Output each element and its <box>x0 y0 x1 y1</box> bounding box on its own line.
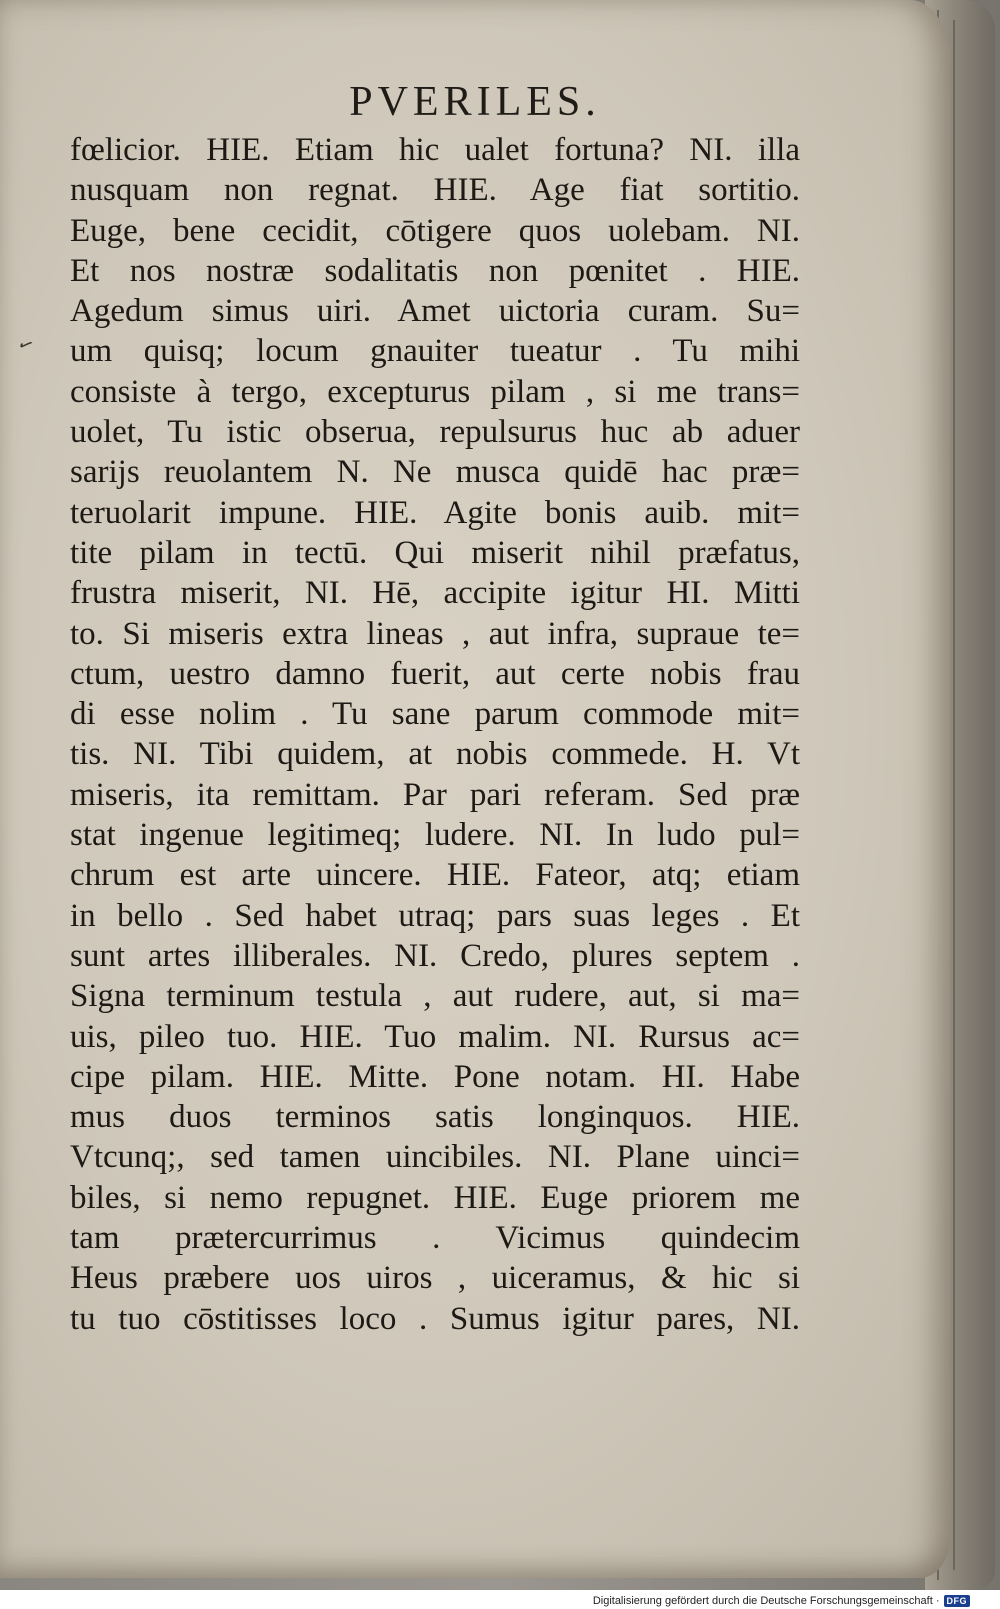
text-line: ctum, uestro damno fuerit, aut certe nobis frau <box>70 655 800 692</box>
text-line: uolet, Tu istic obserua, repulsurus huc ab aduer <box>70 414 800 451</box>
text-line: nusquam non regnat. HIE. Age fiat sortitio. <box>70 172 800 209</box>
text-line: frustra miserit, NI. Hē, accipite igitur HI. Mitti <box>70 575 800 612</box>
text-line: mus duos terminos satis longinquos. HIE. <box>70 1099 800 1136</box>
text-line: Et nos nostræ sodalitatis non pœnitet . HIE. <box>70 252 800 289</box>
text-line: cipe pilam. HIE. Mitte. Pone notam. HI. Habe <box>70 1058 800 1095</box>
text-line: chrum est arte uincere. HIE. Fateor, atq; etiam <box>70 857 800 894</box>
text-line: tite pilam in tectū. Qui miserit nihil præfatus, <box>70 534 800 571</box>
text-line: Agedum simus uiri. Amet uictoria curam. Su= <box>70 293 800 330</box>
text-line: Euge, bene cecidit, cōtigere quos uolebam. NI. <box>70 212 800 249</box>
text-line: fœlicior. HIE. Etiam hic ualet fortuna? NI. illa <box>70 132 800 168</box>
text-line: uis, pileo tuo. HIE. Tuo malim. NI. Rursus ac= <box>70 1018 800 1055</box>
text-line: sunt artes illiberales. NI. Credo, plures septem . <box>70 937 800 974</box>
text-line: to. Si miseris extra lineas , aut infra, supraue te= <box>70 615 800 652</box>
text-line: miseris, ita remittam. Par pari referam. Sed præ <box>70 776 800 813</box>
text-line: sarijs reuolantem N. Ne musca quidē hac præ= <box>70 454 800 491</box>
footer-credit <box>593 1595 970 1607</box>
text-line: Signa terminum testula , aut rudere, aut, si ma= <box>70 978 800 1015</box>
text-line: in bello . Sed habet utraq; pars suas leges . Et <box>70 897 800 934</box>
text-line: Heus præbere uos uiros , uiceramus, & hic si <box>70 1260 800 1297</box>
text-line: consiste à tergo, excepturus pilam , si me trans= <box>70 373 800 410</box>
text-line: biles, si nemo repugnet. HIE. Euge priorem me <box>70 1179 800 1216</box>
text-line: stat ingenue legitimeq; ludere. NI. In ludo pul= <box>70 817 800 854</box>
text-line: teruolarit impune. HIE. Agite bonis auib. mit= <box>70 494 800 531</box>
footer-credit-text: Digitalisierung gefördert durch die Deutsche Forschungsgemeinschaft · <box>592 1595 940 1607</box>
text-line: di esse nolim . Tu sane parum commode mit= <box>70 696 800 733</box>
dfg-logo: DFG <box>944 1595 971 1607</box>
text-line: tu tuo cōstitisses loco . Sumus igitur pares, NI. <box>70 1300 800 1337</box>
body-text <box>70 130 800 1339</box>
text-line: Vtcunq;, sed tamen uincibiles. NI. Plane uinci= <box>70 1139 800 1176</box>
running-head: PVERILES. <box>349 79 601 125</box>
margin-mark-icon: ✓ <box>13 332 38 359</box>
text-line: tam prætercurrimus . Vicimus quindecim <box>70 1220 800 1257</box>
text-line: tis. NI. Tibi quidem, at nobis commede. H. Vt <box>70 736 800 773</box>
text-line: um quisq; locum gnauiter tueatur . Tu mihi <box>70 333 800 370</box>
